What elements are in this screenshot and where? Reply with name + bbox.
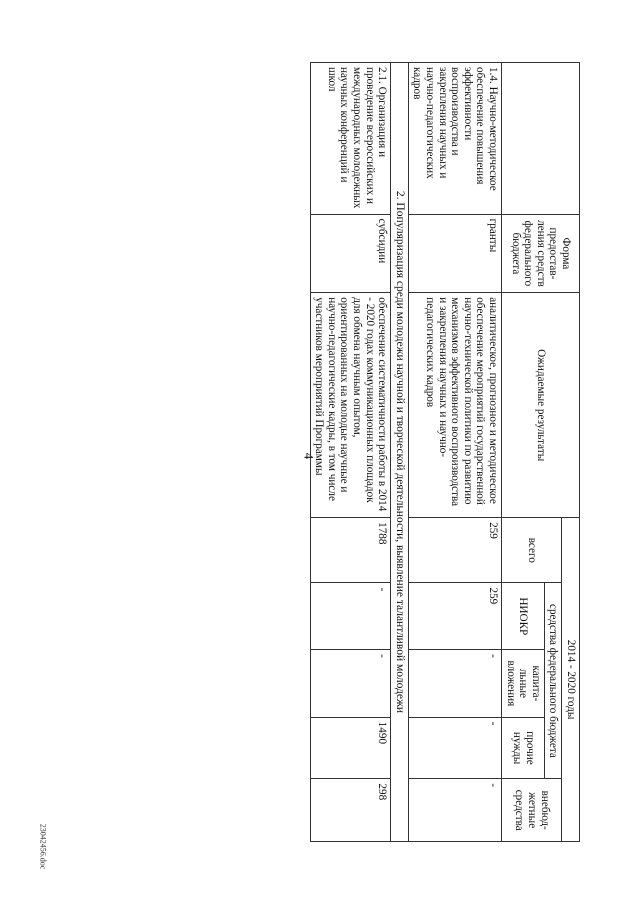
col-name-header xyxy=(502,63,580,215)
row-total: 259 xyxy=(408,518,501,583)
col-period-header: 2014 - 2020 годы xyxy=(562,518,580,842)
row-form: субсидии xyxy=(310,214,391,293)
page-number: 4 xyxy=(301,452,317,460)
col-results-header: Ожидаемые результаты xyxy=(502,293,580,518)
row-total: 1788 xyxy=(310,518,391,583)
section-title: 2. Популяризация среди молодежи научной и творческой деятельности, выявление талантливой молодежи xyxy=(391,63,409,842)
table-row xyxy=(408,63,501,842)
rotated-table-sheet xyxy=(60,52,580,852)
row-capital: - xyxy=(408,650,501,718)
col-extra-header: внебюд-жетные средства xyxy=(502,779,562,842)
document-code: 23042456.doc xyxy=(38,823,48,870)
row-capital: - xyxy=(310,650,391,718)
row-name: 2.1. Организация и проведение всероссийских и международных молодежных научных конференций и школ xyxy=(310,63,391,215)
row-other: 1490 xyxy=(310,717,391,779)
row-extra: - xyxy=(408,779,501,842)
table-row xyxy=(310,63,391,842)
section-row xyxy=(391,63,409,842)
col-niokr-header: НИОКР xyxy=(502,583,545,650)
row-results: аналитическое, прогнозное и методическое обеспечение мероприятий государственной научно-технической политики по развитию механизмов эффективного воспроизводства и закрепления научных и научно-педагогических кадров xyxy=(408,293,501,518)
col-federal-header: средства федерального бюджета xyxy=(544,583,562,779)
row-form: гранты xyxy=(408,214,501,293)
row-results: обеспечение систематичности работы в 2014 - 2020 годах коммуникационных площадок для обмена научным опытом, ориентированных на молодые научные и научно-педагогические кадры, в том числе участников мероприятий Программы xyxy=(310,293,391,518)
col-other-header: прочие нужды xyxy=(502,717,545,779)
row-niokr: 259 xyxy=(408,583,501,650)
budget-table xyxy=(310,62,580,842)
row-extra: 298 xyxy=(310,779,391,842)
col-capital-header: капита-льные вложения xyxy=(502,650,545,718)
col-total-header: всего xyxy=(502,518,562,583)
row-name: 1.4. Научно-методическое обеспечение повышения эффективности воспроизводства и закрепления научных и научно-педагогических кадров xyxy=(408,63,501,215)
row-other: - xyxy=(408,717,501,779)
col-form-header: Форма предостав-ления средств федерального бюджета xyxy=(502,214,580,293)
row-niokr: - xyxy=(310,583,391,650)
